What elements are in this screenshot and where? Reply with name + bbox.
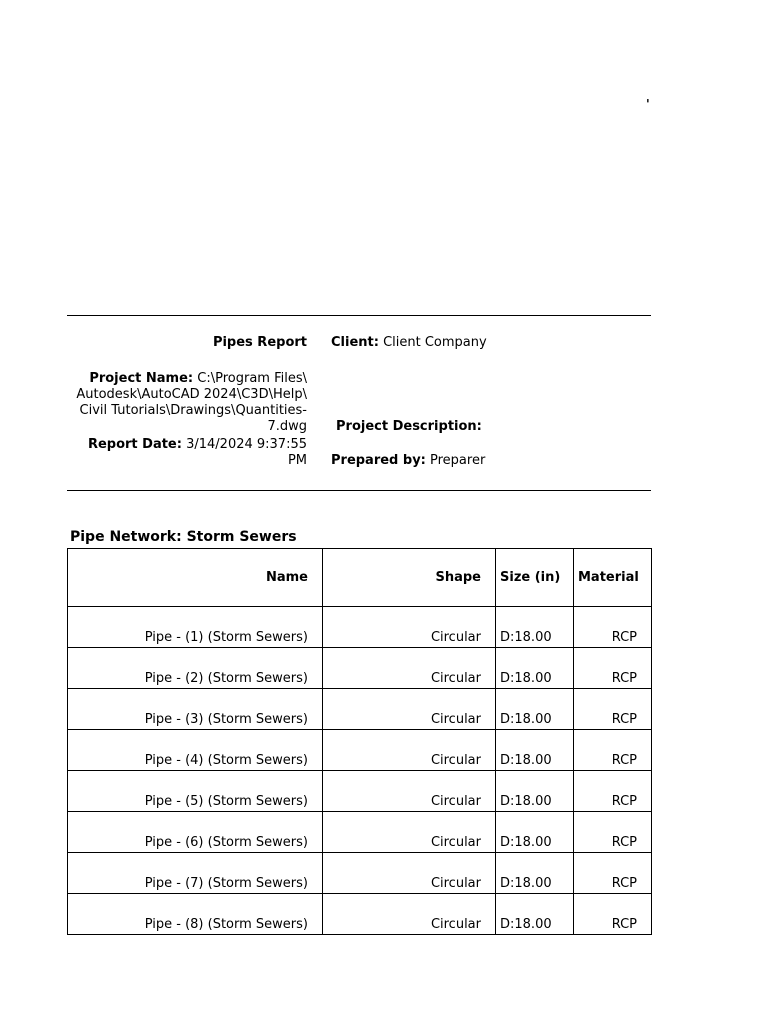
pipe-name-cell: Pipe - (4) (Storm Sewers): [68, 730, 323, 771]
pipe-size-cell: D:18.00: [496, 730, 574, 771]
pipe-size-cell: D:18.00: [496, 853, 574, 894]
pipe-size-cell: D:18.00: [496, 771, 574, 812]
column-header-shape: Shape: [323, 549, 496, 607]
column-header-name: Name: [68, 549, 323, 607]
pipe-shape-cell: Circular: [323, 812, 496, 853]
client-value: Client Company: [383, 335, 487, 350]
pipe-material-cell: RCP: [574, 730, 652, 771]
report-title: [67, 335, 307, 351]
pipe-material-cell: RCP: [574, 812, 652, 853]
client-field: [331, 335, 651, 351]
pipe-material-cell: RCP: [574, 894, 652, 935]
pipe-size-cell: D:18.00: [496, 812, 574, 853]
pipe-material-cell: RCP: [574, 648, 652, 689]
table-row: [68, 894, 652, 935]
table-row: [68, 648, 652, 689]
header-bottom-divider: [67, 490, 651, 491]
pipe-material-cell: RCP: [574, 853, 652, 894]
pipe-name-cell: Pipe - (6) (Storm Sewers): [68, 812, 323, 853]
pipe-shape-cell: Circular: [323, 894, 496, 935]
table-row: [68, 730, 652, 771]
project-description-label: Project Description:: [336, 419, 482, 434]
prepared-by-field: [331, 453, 651, 469]
pipe-size-cell: D:18.00: [496, 689, 574, 730]
pipe-name-cell: Pipe - (5) (Storm Sewers): [68, 771, 323, 812]
pipe-material-cell: RCP: [574, 689, 652, 730]
project-name-label: Project Name:: [89, 371, 194, 386]
pipe-shape-cell: Circular: [323, 771, 496, 812]
client-label: Client:: [331, 335, 379, 350]
table-row: [68, 853, 652, 894]
column-header-size: Size (in): [496, 549, 574, 607]
pipe-shape-cell: Circular: [323, 607, 496, 648]
table-row: [68, 771, 652, 812]
table-row: [68, 689, 652, 730]
pipe-name-cell: Pipe - (8) (Storm Sewers): [68, 894, 323, 935]
report-date-value: 3/14/2024 9:37:55 PM: [186, 437, 307, 468]
pipe-name-cell: Pipe - (1) (Storm Sewers): [68, 607, 323, 648]
report-date-label: Report Date:: [87, 437, 182, 452]
pipes-table: [67, 548, 652, 935]
pipe-name-cell: Pipe - (7) (Storm Sewers): [68, 853, 323, 894]
corner-mark: ': [646, 97, 650, 111]
project-description-field: [336, 419, 656, 435]
table-row: [68, 812, 652, 853]
pipe-material-cell: RCP: [574, 771, 652, 812]
project-name-value: C:\Program Files\ Autodesk\AutoCAD 2024\C3D\Help\ Civil Tutorials\Drawings\Quantities-7.dwg: [76, 371, 307, 434]
pipe-size-cell: D:18.00: [496, 894, 574, 935]
pipe-shape-cell: Circular: [323, 648, 496, 689]
pipe-size-cell: D:18.00: [496, 607, 574, 648]
prepared-by-value: Preparer: [430, 453, 486, 468]
pipe-shape-cell: Circular: [323, 730, 496, 771]
pipe-shape-cell: Circular: [323, 853, 496, 894]
pipe-name-cell: Pipe - (3) (Storm Sewers): [68, 689, 323, 730]
report-title-text: Pipes Report: [212, 335, 307, 350]
prepared-by-label: Prepared by:: [331, 453, 426, 468]
pipe-material-cell: RCP: [574, 607, 652, 648]
project-name-field: [67, 371, 307, 435]
table-row: [68, 607, 652, 648]
header-top-divider: [67, 315, 651, 316]
column-header-material: Material: [574, 549, 652, 607]
pipe-name-cell: Pipe - (2) (Storm Sewers): [68, 648, 323, 689]
table-header-row: [68, 549, 652, 607]
pipe-shape-cell: Circular: [323, 689, 496, 730]
report-date-field: [67, 437, 307, 469]
pipe-size-cell: D:18.00: [496, 648, 574, 689]
network-title: Pipe Network: Storm Sewers: [70, 529, 297, 545]
